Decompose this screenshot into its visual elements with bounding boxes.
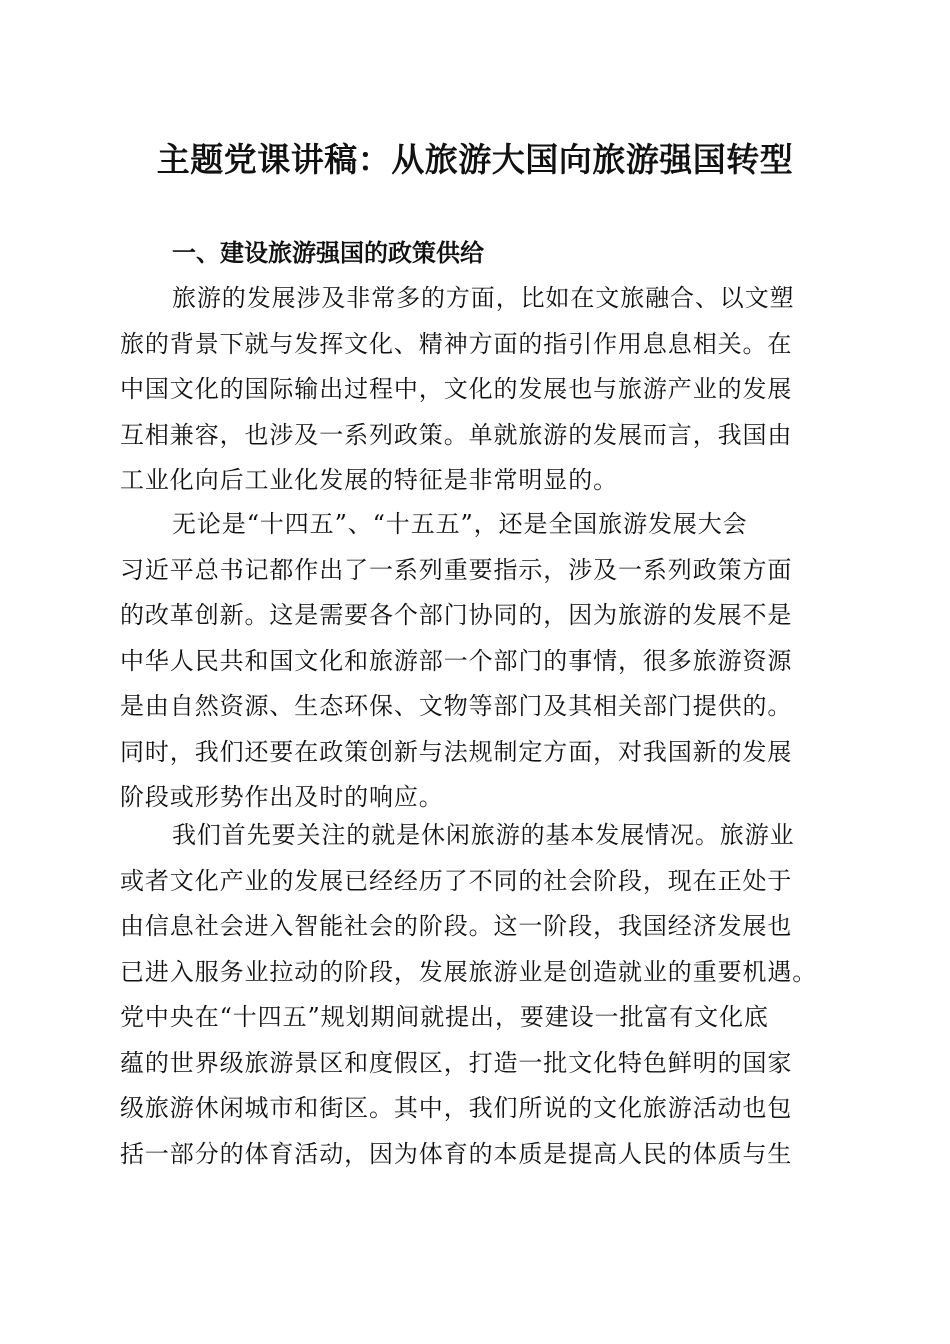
paragraph-line: 中国文化的国际输出过程中，文化的发展也与旅游产业的发展 xyxy=(120,375,793,403)
paragraph-line: 是由自然资源、生态环保、文物等部门及其相关部门提供的。 xyxy=(120,692,793,720)
paragraph-line: 无论是“十四五”、“十五五”，还是全国旅游发展大会 xyxy=(172,510,748,538)
paragraph-line: 同时，我们还要在政策创新与法规制定方面，对我国新的发展 xyxy=(120,737,793,766)
paragraph-line: 的改革创新。这是需要各个部门协同的，因为旅游的发展不是 xyxy=(120,601,793,629)
paragraph-line: 已进入服务业拉动的阶段，发展旅游业是创造就业的重要机遇。 xyxy=(120,957,818,986)
paragraph-line: 中华人民共和国文化和旅游部一个部门的事情，很多旅游资源 xyxy=(120,646,793,675)
paragraph-line: 旅游的发展涉及非常多的方面，比如在文旅融合、以文塑 xyxy=(172,284,795,312)
paragraph-2 xyxy=(120,502,832,821)
paragraph-line: 或者文化产业的发展已经经历了不同的社会阶段，现在正处于 xyxy=(120,866,793,895)
paragraph-line: 由信息社会进入智能社会的阶段。这一阶段，我国经济发展也 xyxy=(120,912,793,940)
paragraph-line: 党中央在“十四五”规划期间就提出，要建设一批富有文化底 xyxy=(120,1003,769,1031)
paragraph-line: 习近平总书记都作出了一系列重要指示，涉及一系列政策方面 xyxy=(120,555,793,584)
paragraph-line: 括一部分的体育活动，因为体育的本质是提高人民的体质与生 xyxy=(120,1139,793,1168)
paragraph-line: 旅的背景下就与发挥文化、精神方面的指引作用息息相关。在 xyxy=(120,329,793,358)
paragraph-1 xyxy=(120,276,832,504)
paragraph-line: 蕴的世界级旅游景区和度假区，打造一批文化特色鲜明的国家 xyxy=(120,1048,793,1077)
paragraph-3 xyxy=(120,813,832,1177)
document-title: 主题党课讲稿：从旅游大国向旅游强国转型 xyxy=(156,140,794,179)
paragraph-line: 阶段或形势作出及时的响应。 xyxy=(120,783,444,811)
paragraph-line: 级旅游休闲城市和街区。其中，我们所说的文化旅游活动也包 xyxy=(120,1094,793,1122)
paragraph-line: 我们首先要关注的就是休闲旅游的基本发展情况。旅游业 xyxy=(172,821,795,849)
paragraph-line: 工业化向后工业化发展的特征是非常明显的。 xyxy=(120,466,618,494)
section-heading: 一、建设旅游强国的政策供给 xyxy=(172,239,484,267)
paragraph-line: 互相兼容，也涉及一系列政策。单就旅游的发展而言，我国由 xyxy=(120,420,793,449)
